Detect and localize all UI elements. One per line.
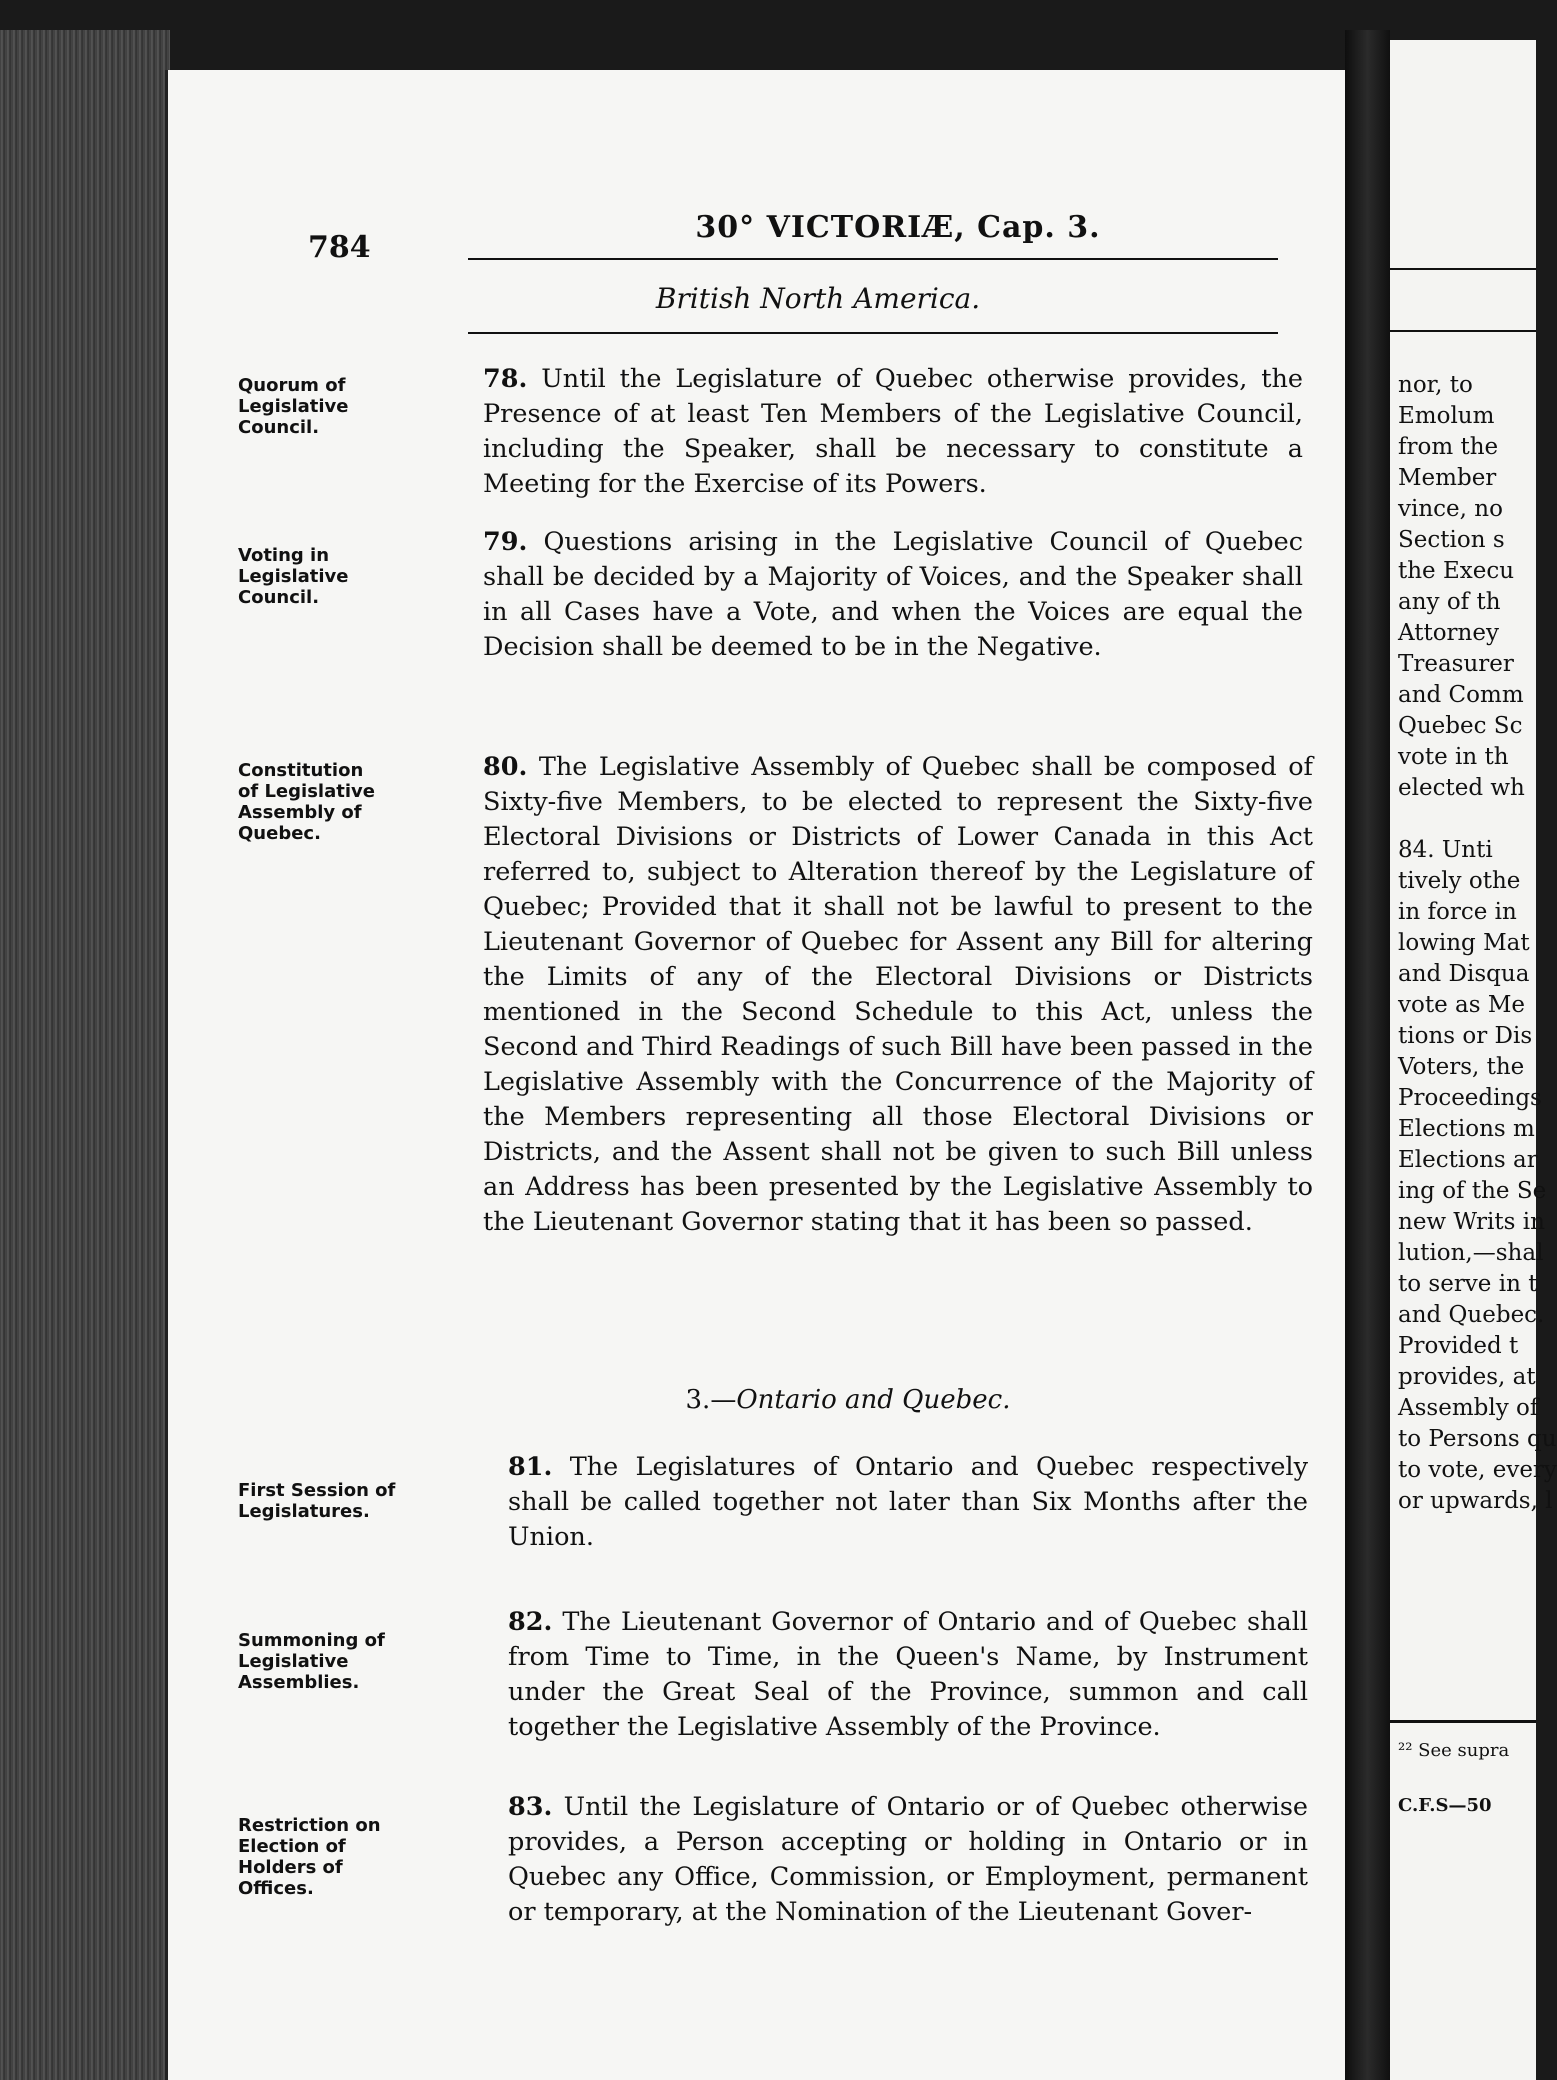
title-rule xyxy=(468,258,1278,260)
right-page-line: Quebec Sc xyxy=(1398,713,1523,739)
right-page-line: any of th xyxy=(1398,589,1501,615)
section-text: Until the Legislature of Quebec otherwise provides, the Presence of at least Ten Members of the Legislative Council, including the Speaker, shall be necessary to constitute a Meeting for the Exercise of its Powers. xyxy=(483,364,1303,499)
right-page-line: Section s xyxy=(1398,527,1505,553)
section-text: The Lieutenant Governor of Ontario and of Quebec shall from Time to Time, in the Queen's Name, by Instrument under the Great Seal of the Province, summon and call together the Legislative Assembly of the Province. xyxy=(508,1607,1309,1742)
right-page-line: the Execu xyxy=(1398,558,1515,584)
right-page-line: tions or Dis xyxy=(1398,1023,1533,1049)
right-page-line: Emolum xyxy=(1398,403,1495,429)
section-79 xyxy=(483,525,1303,665)
right-page-line: Attorney xyxy=(1398,620,1499,646)
section-81 xyxy=(508,1450,1308,1555)
heading-text: Ontario and Quebec. xyxy=(736,1385,1011,1415)
section-heading xyxy=(468,1385,1228,1415)
section-78 xyxy=(483,362,1303,502)
right-page-line: from the xyxy=(1398,434,1499,460)
margin-note-82: Summoning of Legislative Assemblies. xyxy=(238,1630,385,1693)
right-page-line: vote in th xyxy=(1398,744,1509,770)
section-text: Questions arising in the Legislative Council of Quebec shall be decided by a Majority of Voices, and the Speaker shall in all Cases have a Vote, and when the Voices are equal the Decision shall be deemed to be in the Negative. xyxy=(483,527,1303,662)
section-number: 81. xyxy=(508,1452,553,1482)
right-page-line: Provided t xyxy=(1398,1333,1519,1359)
right-page-line: elected wh xyxy=(1398,775,1525,801)
right-page-line: to Persons qu xyxy=(1398,1426,1557,1452)
right-page-text xyxy=(1398,370,1557,1517)
right-page xyxy=(1390,40,1557,2080)
margin-note-83: Restriction on Election of Holders of Offices. xyxy=(238,1815,381,1899)
section-number: 82. xyxy=(508,1607,553,1637)
right-page-line: Treasurer xyxy=(1398,651,1514,677)
left-page xyxy=(165,70,1348,2080)
margin-note-80: Constitution of Legislative Assembly of Quebec. xyxy=(238,760,375,844)
section-number: 80. xyxy=(483,752,528,782)
right-page-line: and Comm xyxy=(1398,682,1524,708)
page-number: 784 xyxy=(308,230,371,265)
subtitle-rule xyxy=(468,332,1278,334)
section-text: The Legislative Assembly of Quebec shall be composed of Sixty-five Members, to be elected to represent the Sixty-five Electoral Divisions or Districts of Lower Canada in this Act referred to, subject to Alteration thereof by the Legislature of Quebec; Provided that it shall not be lawful to present to the Lieutenant Governor of Quebec for Assent any Bill for altering the Limits of any of the Electoral Divisions or Districts mentioned in the Second Schedule to this Act, unless the Second and Third Readings of such Bill have been passed in the Legislative Assembly with the Concurrence of the Majority of the Members representing all those Electoral Divisions or Districts, and the Assent shall not be given to such Bill unless an Address has been presented by the Legislative Assembly to the Lieutenant Governor stating that it has been so passed. xyxy=(483,752,1313,1237)
margin-note-81: First Session of Legislatures. xyxy=(238,1480,396,1522)
right-page-line: Elections ar xyxy=(1398,1147,1538,1173)
right-page-line: to vote, every xyxy=(1398,1457,1557,1483)
heading-prefix: 3.— xyxy=(685,1385,737,1415)
right-page-line: and Quebec. xyxy=(1398,1302,1545,1328)
right-page-line: nor, to xyxy=(1398,372,1473,398)
book-gutter xyxy=(1345,30,1390,2080)
right-signature: C.F.S—50 xyxy=(1398,1795,1492,1816)
footnote-rule xyxy=(1390,1720,1536,1723)
right-page-line: lowing Mat xyxy=(1398,930,1530,956)
right-page-line: provides, at xyxy=(1398,1364,1536,1390)
right-page-line: Member xyxy=(1398,465,1497,491)
right-page-line: or upwards, l xyxy=(1398,1488,1553,1514)
right-page-line: Voters, the xyxy=(1398,1054,1525,1080)
section-83 xyxy=(508,1790,1308,1930)
right-page-line: in force in xyxy=(1398,899,1517,925)
right-subtitle-rule xyxy=(1390,330,1536,332)
right-page-line: and Disqua xyxy=(1398,961,1530,987)
margin-note-79: Voting in Legislative Council. xyxy=(238,545,349,608)
right-page-line: ing of the Se xyxy=(1398,1178,1547,1204)
right-page-line: new Writs in xyxy=(1398,1209,1545,1235)
right-page-line: Proceedings xyxy=(1398,1085,1542,1111)
book-page-edges xyxy=(0,30,170,2080)
section-number: 79. xyxy=(483,527,528,557)
right-page-line: vote as Me xyxy=(1398,992,1525,1018)
subtitle: British North America. xyxy=(655,282,981,315)
section-text: The Legislatures of Ontario and Quebec respectively shall be called together not later than Six Months after the Union. xyxy=(508,1452,1308,1552)
right-page-line: vince, no xyxy=(1398,496,1503,522)
section-80 xyxy=(483,750,1313,1240)
right-page-line: tively othe xyxy=(1398,868,1521,894)
right-page-line: to serve in t xyxy=(1398,1271,1538,1297)
right-page-line: 84. Unti xyxy=(1398,837,1493,863)
margin-note-78: Quorum of Legislative Council. xyxy=(238,375,349,438)
right-page-line: Elections m xyxy=(1398,1116,1535,1142)
right-title-rule xyxy=(1390,268,1536,270)
section-text: Until the Legislature of Ontario or of Quebec otherwise provides, a Person accepting or holding in Ontario or in Quebec any Office, Commission, or Employment, permanent or temporary, at the Nomination of the Lieutenant Gover- xyxy=(508,1792,1309,1927)
section-number: 78. xyxy=(483,364,528,394)
section-number: 83. xyxy=(508,1792,553,1822)
right-page-line: Assembly of xyxy=(1398,1395,1539,1421)
running-title: 30° VICTORIÆ, Cap. 3. xyxy=(695,210,1101,245)
right-page-line: lution,—shal xyxy=(1398,1240,1544,1266)
section-82 xyxy=(508,1605,1308,1745)
right-page-line xyxy=(1398,804,1548,835)
right-footnote: ²² See supra xyxy=(1398,1740,1510,1761)
